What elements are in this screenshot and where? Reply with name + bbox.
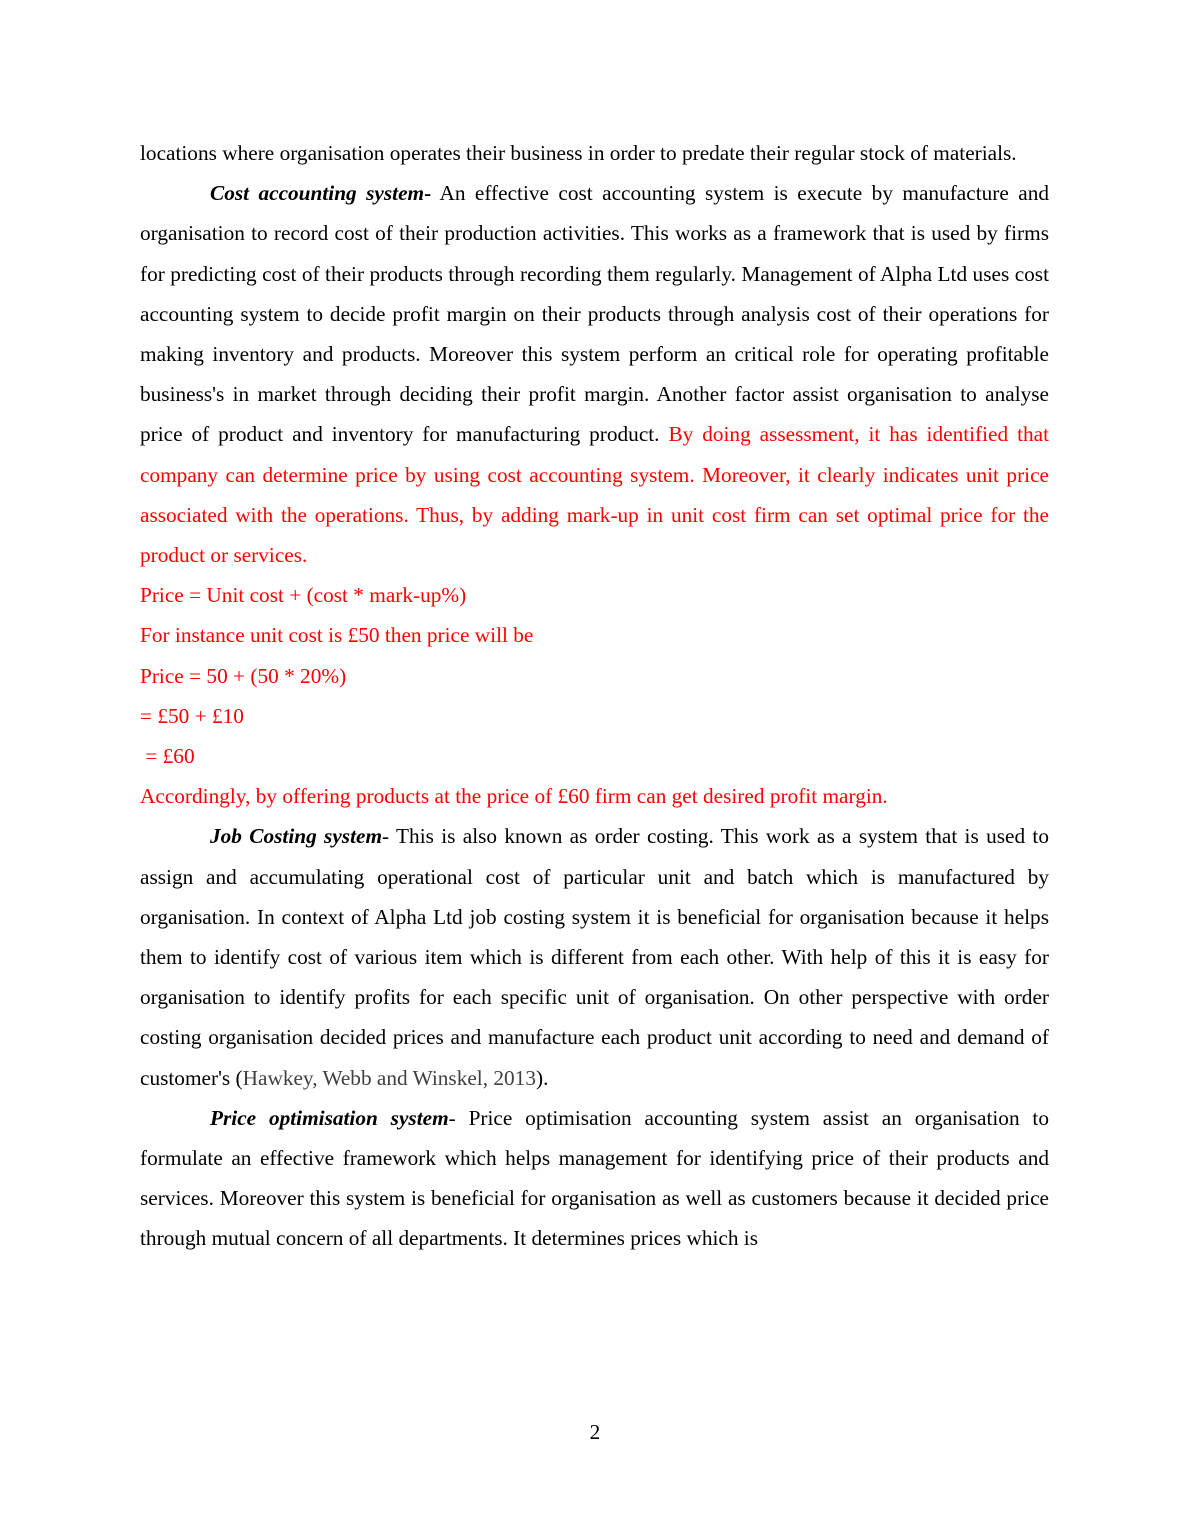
job-costing-body: This is also known as order costing. This work as a system that is used to assign and accumulating operational cost of particular unit and batch which is manufactured by organisation. In context of Alpha Ltd job costing system it is beneficial for organisation because it helps them to identify cost of various item which is different from each other. With help of this it is easy for organisation to identify profits for each specific unit of organisation. On other perspective with order costing organisation decided prices and manufacture each product unit according to need and demand of customer's (: [140, 824, 1049, 1090]
cost-accounting-dash: -: [424, 181, 432, 206]
price-optimisation-heading: Price optimisation system: [210, 1105, 449, 1130]
cost-accounting-paragraph: [140, 173, 1049, 575]
cost-accounting-body: An effective cost accounting system is execute by manufacture and organisation to record cost of their production activities. This works as a framework that is used by firms for predicting cost of their products through recording them regularly. Management of Alpha Ltd uses cost accounting system to decide profit margin on their products through analysis cost of their operations for making inventory and products. Moreover this system perform an critical role for operating profitable business's in market through deciding their profit margin. Another factor assist organisation to analyse price of product and inventory for manufacturing product.: [140, 181, 1049, 447]
job-costing-citation: Hawkey, Webb and Winskel, 2013: [242, 1065, 536, 1090]
job-costing-heading: Job Costing system: [210, 824, 383, 849]
page-number: 2: [589, 1420, 601, 1444]
formula-line-4: = £50 + £10: [140, 703, 244, 728]
formula-line-5: = £60: [140, 744, 195, 769]
formula-conclusion: Accordingly, by offering products at the price of £60 firm can get desired profit margin.: [140, 784, 888, 809]
formula-line-1: Price = Unit cost + (cost * mark-up%): [140, 583, 467, 608]
intro-text: locations where organisation operates their business in order to predate their regular stock of materials.: [140, 141, 1017, 165]
job-costing-dash: -: [382, 824, 390, 849]
job-costing-paragraph: [140, 816, 1049, 1097]
price-optimisation-dash: -: [448, 1105, 456, 1130]
cost-accounting-highlight: By doing assessment, it has identified that company can determine price by using cost accounting system. Moreover, it clearly indicates unit price associated with the operations. Thus, by adding mark-up in unit cost firm can set optimal price for the product or services.: [140, 422, 1050, 568]
intro-paragraph: [140, 133, 1049, 173]
document-page: [140, 133, 1049, 1259]
price-optimisation-paragraph: [140, 1098, 1049, 1259]
formula-line-2: For instance unit cost is £50 then price will be: [140, 623, 534, 648]
formula-line-3: Price = 50 + (50 * 20%): [140, 663, 347, 688]
cost-accounting-heading: Cost accounting system: [210, 181, 425, 206]
job-costing-closing: ).: [535, 1065, 549, 1090]
price-optimisation-body: Price optimisation accounting system assist an organisation to formulate an effective framework which helps management for identifying price of their products and services. Moreover this system is beneficial for organisation as well as customers because it decided price through mutual concern of all departments. It determines prices which is: [140, 1105, 1049, 1251]
